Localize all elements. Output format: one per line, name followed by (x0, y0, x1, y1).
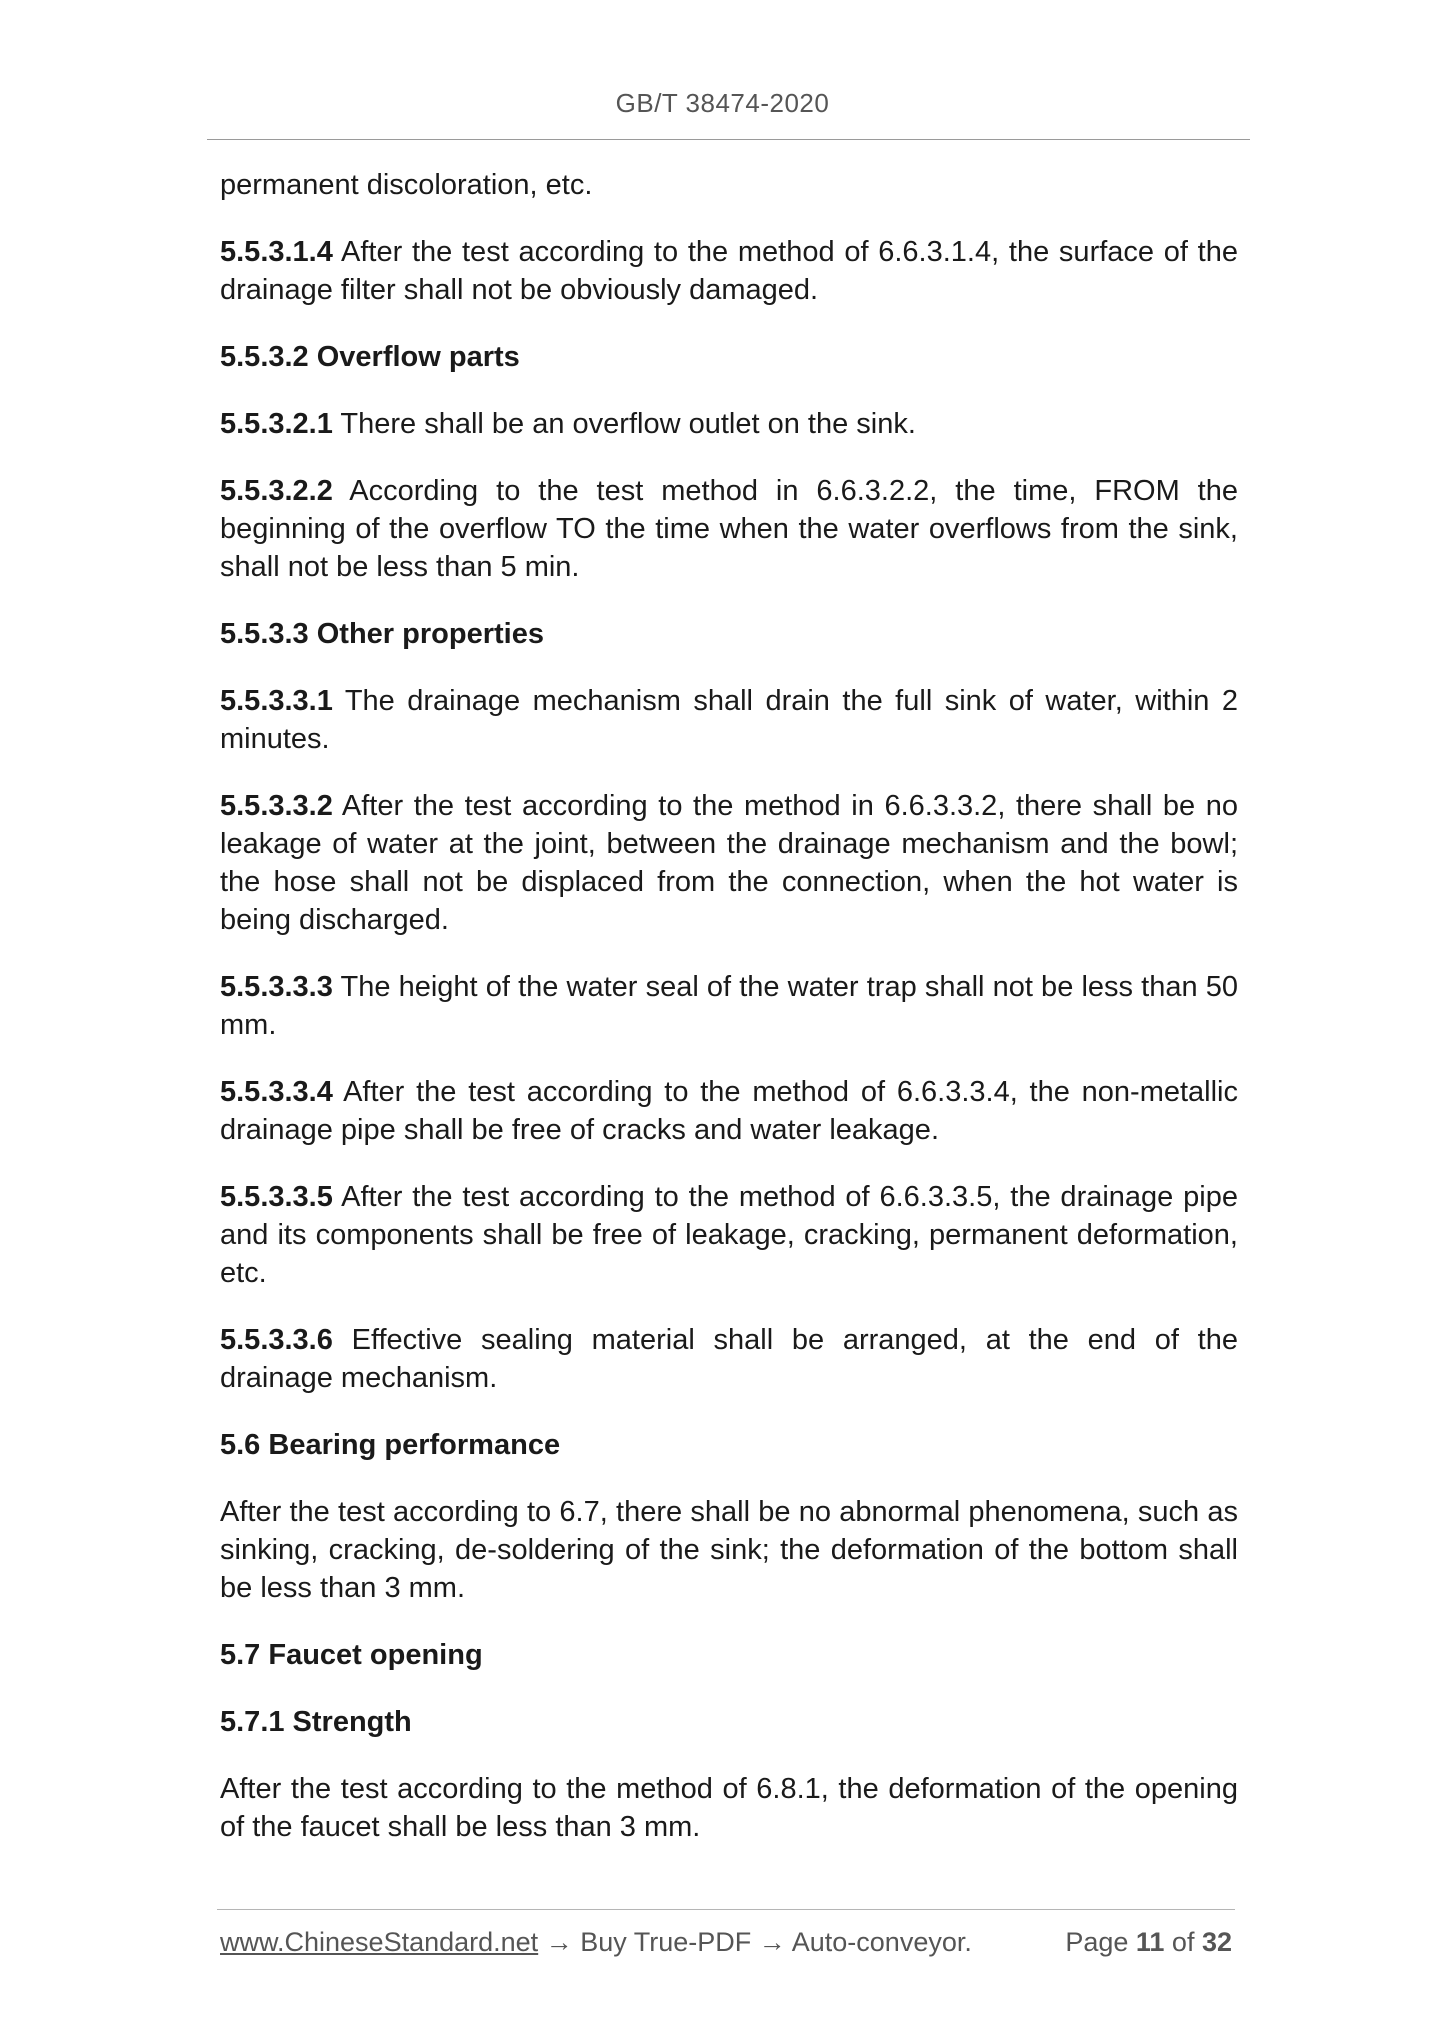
section-heading-bearing-performance: 5.6 Bearing performance (220, 1429, 561, 1461)
clause-text: After the test according to the method of 6.6.3.3.4, the non-metallic drainage pipe shall be free of cracks and water leakage. (220, 1076, 1238, 1146)
section-heading-other-properties: 5.5.3.3 Other properties (220, 618, 544, 650)
clause-5-5-3-1-4 (220, 233, 1238, 309)
header-divider (207, 139, 1250, 140)
document-code-header: GB/T 38474-2020 (615, 88, 830, 118)
footer-promo (220, 1927, 972, 1958)
clause-text: After the test according to the method of 6.6.3.3.5, the drainage pipe and its components shall be free of leakage, cracking, permanent deformation, etc. (220, 1181, 1238, 1289)
paragraph-bearing-performance (220, 1493, 1238, 1607)
section-heading-overflow-parts: 5.5.3.2 Overflow parts (220, 341, 520, 373)
clause-5-5-3-2-1 (220, 405, 1238, 443)
clause-5-5-3-2-2 (220, 472, 1238, 586)
document-body (220, 166, 1238, 1875)
clause-text: Effective sealing material shall be arranged, at the end of the drainage mechanism. (220, 1324, 1238, 1394)
clause-number: 5.5.3.3.2 (220, 790, 333, 822)
clause-text: There shall be an overflow outlet on the sink. (332, 408, 916, 440)
clause-5-5-3-3-5 (220, 1178, 1238, 1292)
paragraph-text: After the test according to the method of 6.8.1, the deformation of the opening of the faucet shall be less than 3 mm. (220, 1773, 1238, 1843)
clause-number: 5.5.3.3.1 (220, 685, 333, 717)
clause-text: After the test according to the method of 6.6.3.1.4, the surface of the drainage filter shall not be obviously damaged. (220, 236, 1238, 306)
clause-5-5-3-3-4 (220, 1073, 1238, 1149)
clause-text: According to the test method in 6.6.3.2.2, the time, FROM the beginning of the overflow TO the time when the water overflows from the sink, shall not be less than 5 min. (220, 475, 1238, 583)
paragraph-text: permanent discoloration, etc. (220, 169, 593, 201)
clause-number: 5.5.3.1.4 (220, 236, 333, 268)
clause-number: 5.5.3.3.5 (220, 1181, 333, 1213)
clause-5-5-3-3-2 (220, 787, 1238, 939)
clause-5-5-3-3-6 (220, 1321, 1238, 1397)
footer-promo-text: → Buy True-PDF → Auto-conveyor. (538, 1927, 972, 1957)
paragraph-continuation (220, 166, 1238, 204)
clause-number: 5.5.3.3.6 (220, 1324, 333, 1356)
section-heading-strength: 5.7.1 Strength (220, 1706, 412, 1738)
page-label: Page (1065, 1927, 1136, 1957)
clause-text: After the test according to the method in 6.6.3.3.2, there shall be no leakage of water at the joint, between the drainage mechanism and the bowl; the hose shall not be displaced from the connection, when the hot water is being discharged. (220, 790, 1238, 936)
clause-5-5-3-3-3 (220, 968, 1238, 1044)
website-link[interactable]: www.ChineseStandard.net (220, 1927, 539, 1957)
footer-divider (217, 1909, 1235, 1910)
clause-text: The drainage mechanism shall drain the full sink of water, within 2 minutes. (220, 685, 1238, 755)
clause-number: 5.5.3.3.4 (220, 1076, 333, 1108)
paragraph-strength (220, 1770, 1238, 1846)
clause-number: 5.5.3.3.3 (220, 971, 333, 1003)
page-number: 11 (1135, 1927, 1165, 1957)
clause-5-5-3-3-1 (220, 682, 1238, 758)
clause-text: The height of the water seal of the water trap shall not be less than 50 mm. (220, 971, 1238, 1041)
of-label: of (1164, 1927, 1202, 1957)
page-indicator (1042, 1927, 1232, 1958)
clause-number: 5.5.3.2.2 (220, 475, 333, 507)
paragraph-text: After the test according to 6.7, there shall be no abnormal phenomena, such as sinking, cracking, de-soldering of the sink; the deformation of the bottom shall be less than 3 mm. (220, 1496, 1238, 1604)
section-heading-faucet-opening: 5.7 Faucet opening (220, 1639, 483, 1671)
clause-number: 5.5.3.2.1 (220, 408, 333, 440)
total-pages: 32 (1201, 1927, 1232, 1957)
